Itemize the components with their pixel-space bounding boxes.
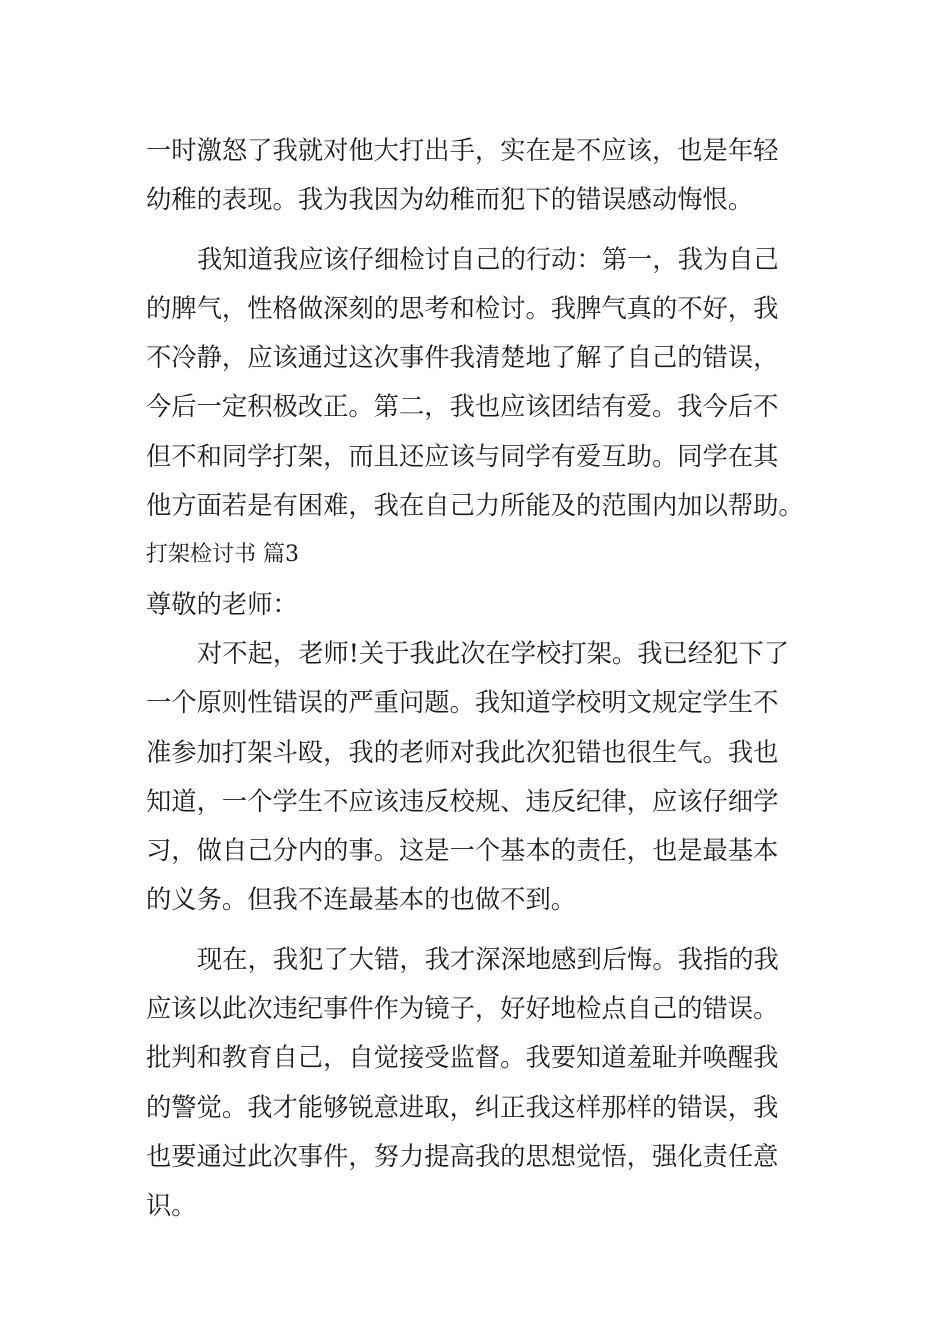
paragraph-line: 批判和教育自己，自觉接受监督。我要知道羞耻并唤醒我 [146, 1043, 779, 1073]
paragraph-line: 习，做自己分内的事。这是一个基本的责任，也是最基本 [146, 836, 779, 866]
paragraph-line: 对不起，老师!关于我此次在学校打架。我已经犯下了 [197, 638, 789, 668]
paragraph-1 [146, 126, 810, 225]
paragraph-4 [146, 935, 810, 1231]
paragraph-3 [146, 629, 810, 925]
paragraph-line: 准参加打架斗殴，我的老师对我此次犯错也很生气。我也 [146, 737, 779, 767]
paragraph-line: 不冷静，应该通过这次事件我清楚地了解了自己的错误， [146, 343, 779, 373]
document-body [146, 126, 810, 1231]
paragraph-line: 幼稚的表现。我为我因为幼稚而犯下的错误感动悔恨。 [146, 185, 754, 215]
paragraph-line: 应该以此次违纪事件作为镜子，好好地检点自己的错误。 [146, 994, 779, 1024]
section-title: 打架检讨书 篇3 [146, 542, 299, 568]
paragraph-line: 知道，一个学生不应该违反校规、违反纪律，应该仔细学 [146, 786, 779, 816]
paragraph-line: 的警觉。我才能够锐意进取，纠正我这样那样的错误，我 [146, 1092, 779, 1122]
paragraph-line: 我知道我应该仔细检讨自己的行动：第一，我为自己 [197, 244, 779, 274]
paragraph-line: 他方面若是有困难，我在自己力所能及的范围内加以帮助。 [146, 491, 804, 521]
paragraph-line: 但不和同学打架，而且还应该与同学有爱互助。同学在其 [146, 441, 779, 471]
salutation: 尊敬的老师： [146, 589, 298, 619]
paragraph-line: 今后一定积极改正。第二，我也应该团结有爱。我今后不 [146, 392, 779, 422]
paragraph-line: 一个原则性错误的严重问题。我知道学校明文规定学生不 [146, 688, 779, 718]
paragraph-line: 的义务。但我不连最基本的也做不到。 [146, 885, 577, 915]
paragraph-2 [146, 235, 810, 531]
paragraph-line: 识。 [146, 1191, 197, 1221]
paragraph-line: 的脾气，性格做深刻的思考和检讨。我脾气真的不好，我 [146, 293, 779, 323]
paragraph-line: 一时激怒了我就对他大打出手，实在是不应该，也是年轻 [146, 136, 779, 165]
paragraph-line: 现在，我犯了大错，我才深深地感到后悔。我指的我 [197, 944, 779, 974]
paragraph-line: 也要通过此次事件，努力提高我的思想觉悟，强化责任意 [146, 1141, 779, 1171]
